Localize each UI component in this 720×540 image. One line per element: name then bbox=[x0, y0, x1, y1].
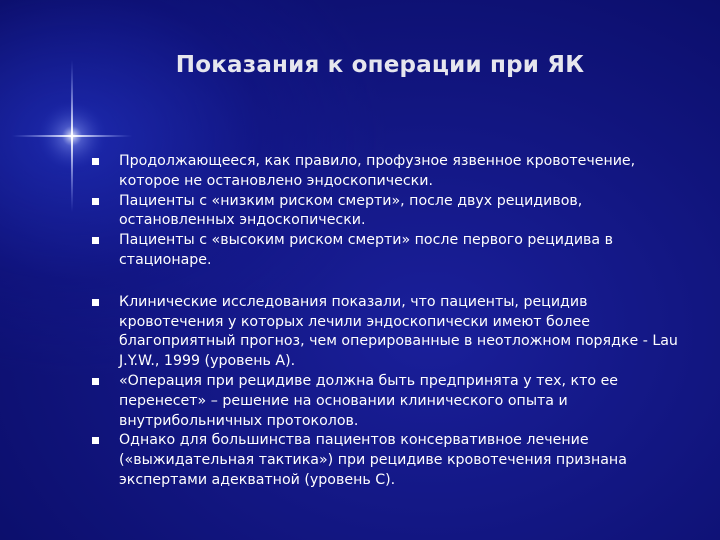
square-bullet-icon bbox=[92, 378, 99, 385]
bullet-text: Продолжающееся, как правило, профузное язвенное кровотечение, которое не остановлено эндоскопически. bbox=[119, 153, 636, 189]
bullet-list bbox=[92, 152, 692, 491]
bullet-item bbox=[92, 152, 692, 192]
bullet-item bbox=[92, 372, 692, 431]
square-bullet-icon bbox=[92, 299, 99, 306]
bullet-text: Пациенты с «низким риском смерти», после двух рецидивов, остановленных эндоскопически. bbox=[119, 192, 583, 229]
square-bullet-icon bbox=[92, 158, 99, 165]
bullet-item bbox=[92, 293, 692, 372]
square-bullet-icon bbox=[92, 437, 99, 444]
bullet-text: Клинические исследования показали, что пациенты, рецидив кровотечения у которых лечили эндоскопически имеют более благоприятный прогноз, чем оперированные в неотложном порядке - Lau J.Y.W., 1999 (уровень А). bbox=[119, 293, 678, 370]
bullet-text: Пациенты с «высоким риском смерти» после первого рецидива в стационаре. bbox=[119, 232, 613, 268]
slide-title: Показания к операции при ЯК bbox=[175, 52, 585, 78]
bullet-item bbox=[92, 431, 692, 490]
bullet-text: Однако для большинства пациентов консервативное лечение («выжидательная тактика») при рецидиве кровотечения признана экспертами адекватной (уровень С). bbox=[119, 432, 627, 488]
square-bullet-icon bbox=[92, 237, 99, 244]
bullet-item bbox=[92, 192, 692, 232]
bullet-text: «Операция при рецидиве должна быть предпринята у тех, кто ее перенесет» – решение на основании клинического опыта и внутрибольничных протоколов. bbox=[119, 372, 619, 429]
square-bullet-icon bbox=[92, 198, 99, 205]
bullet-item bbox=[92, 231, 692, 271]
